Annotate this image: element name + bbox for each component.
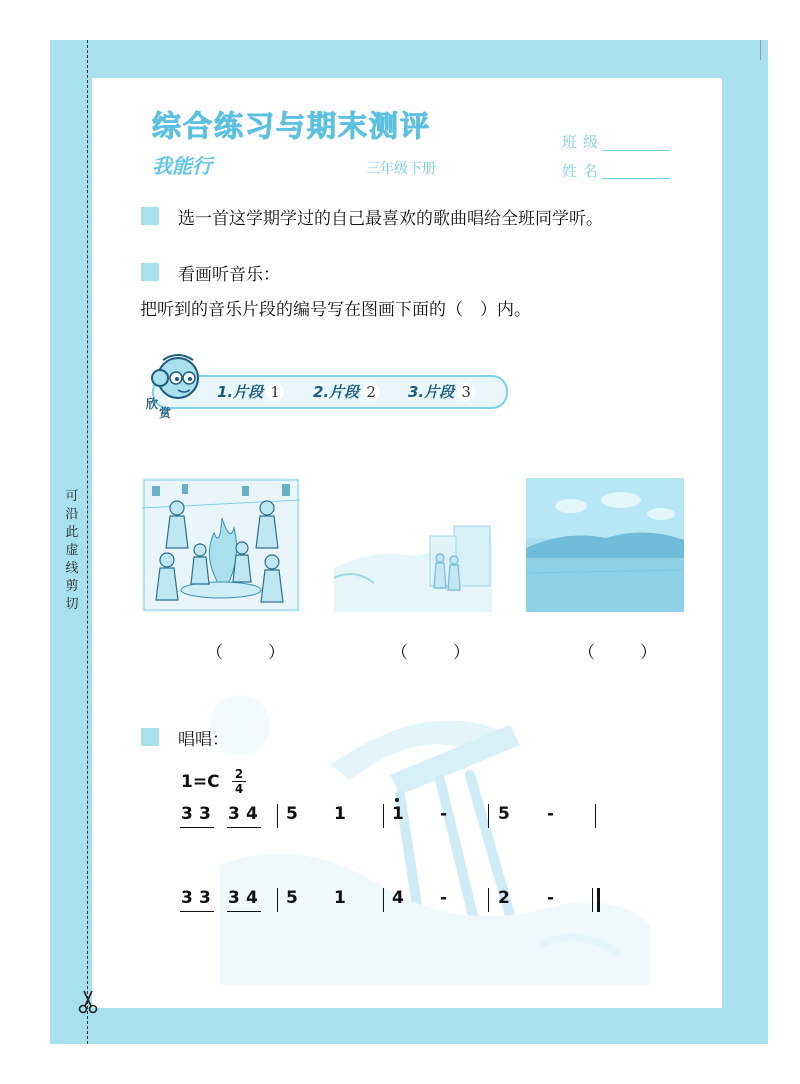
- barline: [383, 804, 384, 828]
- score-note: 3: [228, 804, 240, 824]
- barline: [277, 888, 278, 912]
- cut-note-char: 剪: [65, 579, 79, 594]
- score-note: 3: [199, 804, 211, 824]
- time-signature-top: 2: [234, 767, 244, 781]
- score-note: 3: [199, 888, 211, 908]
- cut-note-char: 沿: [65, 507, 79, 522]
- time-signature: [232, 768, 246, 795]
- crop-mark: [760, 40, 761, 60]
- scissors-icon: [77, 990, 99, 1014]
- cut-note-char: 可: [65, 489, 79, 504]
- score-note: 2: [498, 888, 510, 908]
- question-marker: [141, 728, 159, 746]
- class-label: 班级: [562, 133, 605, 151]
- score-note: 3: [181, 888, 193, 908]
- score-note: 1: [392, 804, 404, 824]
- eighth-note-beam: [227, 911, 261, 912]
- segment-2-label: 2.片段: [313, 383, 360, 401]
- eighth-note-beam: [227, 827, 261, 828]
- score-note: 5: [286, 888, 298, 908]
- answer-blank-2[interactable]: （ ）: [391, 643, 484, 663]
- segment-3-label: 3.片段: [408, 383, 455, 401]
- score-note: 1: [334, 804, 346, 824]
- barline: [488, 804, 489, 828]
- cut-note-char: 切: [65, 597, 79, 612]
- page-subtitle: 我能行: [152, 154, 212, 178]
- score-note: -: [547, 888, 555, 908]
- appreciate-label-2: 赏: [159, 406, 172, 420]
- barline: [595, 804, 596, 828]
- question-3-title: 唱唱：: [178, 730, 229, 750]
- eighth-note-beam: [180, 911, 214, 912]
- key-signature: 1=C: [181, 772, 220, 792]
- time-signature-bottom: 4: [234, 782, 244, 796]
- score-note: 4: [246, 888, 258, 908]
- segment-3-number: 3: [457, 383, 475, 401]
- cut-note-char: 此: [65, 525, 79, 540]
- class-field[interactable]: [602, 150, 670, 151]
- barline: [488, 888, 489, 912]
- cut-note-char: 线: [65, 561, 79, 576]
- segment-1-number: 1: [266, 383, 284, 401]
- cut-note-char: 虚: [65, 543, 79, 558]
- appreciate-label-1: 欣: [146, 397, 159, 411]
- segment-1-label: 1.片段: [217, 383, 264, 401]
- name-field[interactable]: [602, 178, 670, 179]
- score-note: -: [440, 888, 448, 908]
- score-note: 4: [392, 888, 404, 908]
- name-label: 姓名: [562, 162, 605, 180]
- final-barline-thin: [592, 888, 593, 912]
- score-note: 1: [334, 888, 346, 908]
- eighth-note-beam: [180, 827, 214, 828]
- barline: [277, 804, 278, 828]
- octave-dot: [395, 798, 399, 802]
- answer-blank-1[interactable]: （ ）: [206, 643, 299, 663]
- grassland-picture: [526, 478, 684, 612]
- barline: [383, 888, 384, 912]
- bonfire-dance-picture: [142, 478, 300, 612]
- street-scene-picture: [334, 478, 492, 612]
- page-title: 综合练习与期末测评: [152, 109, 432, 143]
- score-note: 5: [286, 804, 298, 824]
- segment-2: [313, 381, 380, 402]
- segment-3: [408, 381, 475, 402]
- score-note: 3: [181, 804, 193, 824]
- score-note: 5: [498, 804, 510, 824]
- question-1-text: 选一首这学期学过的自己最喜欢的歌曲唱给全班同学听。: [178, 209, 603, 229]
- score-note: -: [440, 804, 448, 824]
- question-2-instruction: 把听到的音乐片段的编号写在图画下面的（ ）内。: [140, 300, 531, 320]
- question-marker: [141, 263, 159, 281]
- segment-1: [217, 381, 284, 402]
- grade-label: 三年级下册: [366, 161, 436, 177]
- score-line-1: [0, 804, 800, 844]
- segment-2-number: 2: [362, 383, 380, 401]
- score-note: 4: [246, 804, 258, 824]
- score-line-2: [0, 888, 800, 928]
- score-note: 3: [228, 888, 240, 908]
- question-2-title: 看画听音乐：: [178, 265, 280, 285]
- question-marker: [141, 207, 159, 225]
- cut-note: [62, 488, 82, 614]
- score-note: -: [547, 804, 555, 824]
- answer-blank-3[interactable]: （ ）: [578, 643, 671, 663]
- final-barline-thick: [597, 888, 600, 912]
